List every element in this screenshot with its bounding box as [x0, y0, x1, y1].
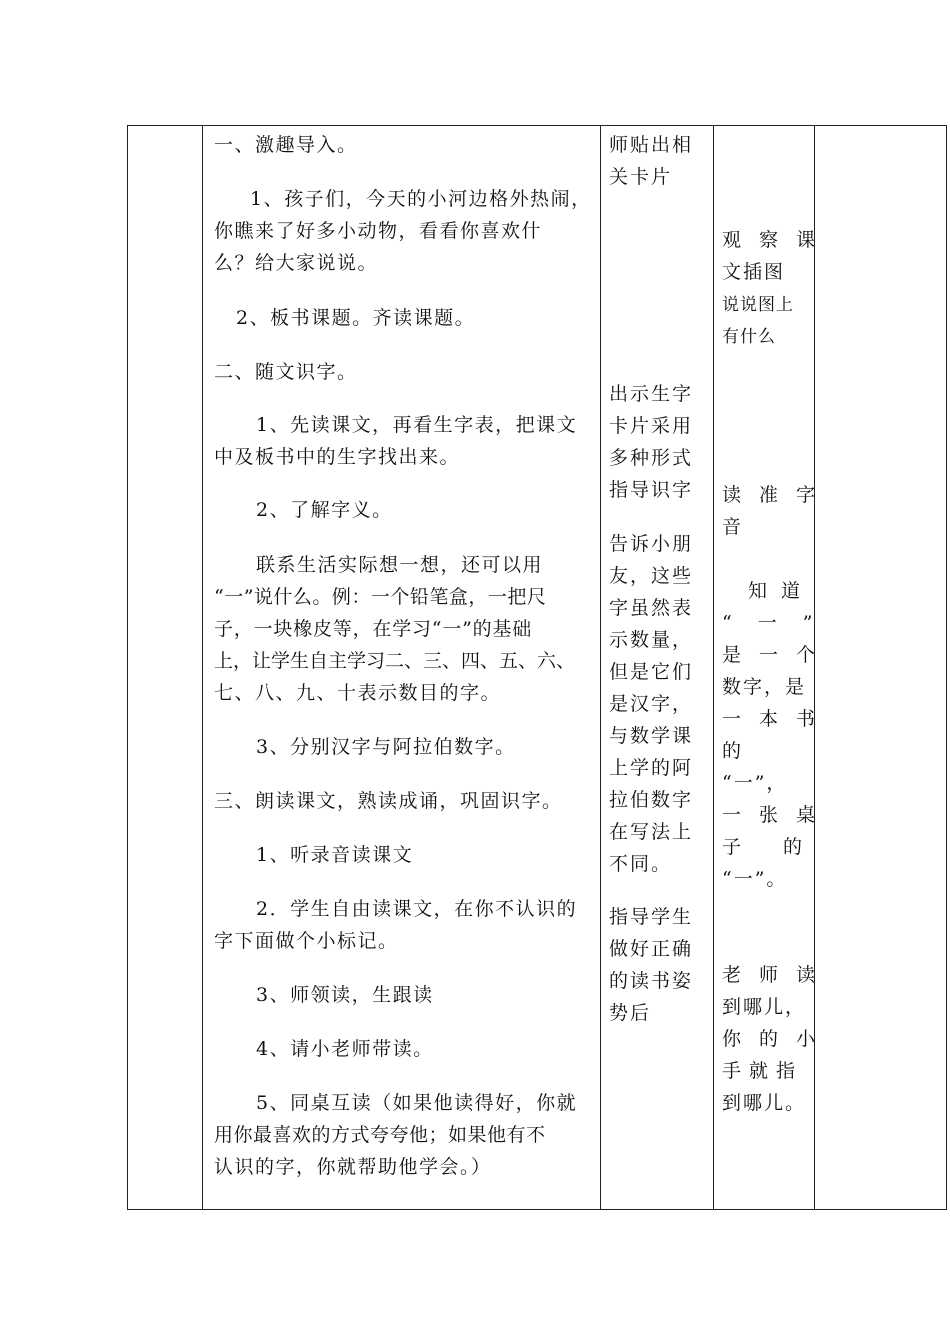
text-line: 七、八、九、十表示数目的字。 — [214, 682, 502, 704]
text-line: 2、了解字义。 — [256, 499, 393, 521]
section-heading: 二、随文识字。 — [214, 361, 358, 383]
text-line: 是汉字， — [609, 693, 694, 715]
text-line: 的 — [722, 740, 744, 762]
lesson-plan-table — [127, 125, 947, 1210]
column-divider — [202, 126, 203, 1209]
text-line: 子的 — [722, 836, 845, 858]
text-line: 字下面做个小标记。 — [214, 930, 399, 952]
text-line: 2．学生自由读课文，在你不认识的 — [256, 898, 578, 920]
text-line: 文插图 — [722, 261, 786, 283]
text-line: “一”， — [722, 772, 788, 794]
text-line: 3、分别汉字与阿拉伯数字。 — [256, 736, 516, 758]
text-line: 到哪儿， — [722, 996, 807, 1018]
text-line: “一”说什么。例：一个铅笔盒，一把尺 — [214, 586, 547, 608]
text-line: 认识的字，你就帮助他学会。） — [214, 1156, 492, 1178]
text-line: 上，让学生自主学习二、三、四、五、六、 — [214, 650, 576, 672]
teaching-process-cell — [204, 126, 600, 1209]
student-activity-cell — [714, 126, 845, 1209]
text-line: 到哪儿。 — [722, 1092, 807, 1114]
text-line: 师贴出相 — [609, 134, 694, 156]
text-line: 出示生字 — [609, 383, 694, 405]
text-line: 你瞧来了好多小动物，看看你喜欢什 — [214, 220, 543, 242]
text-line: 中及板书中的生字找出来。 — [214, 446, 461, 468]
text-line: 是一个 — [722, 644, 834, 666]
text-line: 一本书 — [722, 708, 834, 730]
empty-column-cell — [815, 126, 945, 1209]
text-line: “一”。 — [722, 868, 788, 890]
text-line: 指导学生 — [609, 906, 694, 928]
text-line: 4、请小老师带读。 — [256, 1038, 434, 1060]
text-line: 观察课 — [722, 229, 834, 251]
text-line: 1、先读课文，再看生字表，把课文 — [256, 414, 578, 436]
text-line: 手就指 — [722, 1060, 804, 1082]
text-line: 关卡片 — [609, 166, 673, 188]
text-line: 友，这些 — [609, 565, 694, 587]
text-line: 么？给大家说说。 — [214, 252, 379, 274]
text-line: 联系生活实际想一想，还可以用 — [256, 554, 544, 576]
text-line: 一张桌 — [722, 804, 834, 826]
text-line: 3、师领读，生跟读 — [256, 984, 434, 1006]
section-heading: 一、激趣导入。 — [214, 134, 358, 156]
text-line: 1、孩子们，今天的小河边格外热闹， — [250, 188, 592, 210]
text-line: 但是它们 — [609, 661, 694, 683]
text-line: 老师读 — [722, 964, 834, 986]
text-line: 5、同桌互读（如果他读得好，你就 — [256, 1092, 578, 1114]
text-line: 你的小 — [722, 1028, 834, 1050]
text-line: 子，一块橡皮等，在学习“一”的基础 — [214, 618, 533, 640]
text-line: 卡片采用 — [609, 415, 694, 437]
text-line: 用你最喜欢的方式夸夸他；如果他有不 — [214, 1124, 546, 1146]
text-line: 读准字 — [722, 484, 834, 506]
text-line: 指导识字 — [609, 479, 694, 501]
text-line: 做好正确 — [609, 938, 694, 960]
text-line: 的读书姿 — [609, 970, 694, 992]
text-line: 与数学课 — [609, 725, 694, 747]
text-line: 数字，是 — [722, 676, 807, 698]
text-line: 上学的阿 — [609, 757, 694, 779]
section-heading: 三、朗读课文，熟读成诵，巩固识字。 — [214, 790, 563, 812]
text-line: 1、听录音读课文 — [256, 844, 414, 866]
text-line: 告诉小朋 — [609, 533, 694, 555]
text-line: 有什么 — [722, 327, 776, 347]
text-line: “一” — [722, 612, 839, 634]
text-line: 在写法上 — [609, 821, 694, 843]
text-line: 知道 — [748, 580, 815, 602]
text-line: 字虽然表 — [609, 597, 694, 619]
text-line: 示数量， — [609, 629, 694, 651]
teacher-activity-cell — [601, 126, 713, 1209]
text-line: 势后 — [609, 1002, 652, 1024]
text-line: 说说图上 — [722, 295, 794, 315]
text-line: 音 — [722, 516, 744, 538]
text-line: 多种形式 — [609, 447, 694, 469]
text-line: 不同。 — [609, 853, 673, 875]
text-line: 拉伯数字 — [609, 789, 694, 811]
text-line: 2、板书课题。齐读课题。 — [236, 307, 476, 329]
